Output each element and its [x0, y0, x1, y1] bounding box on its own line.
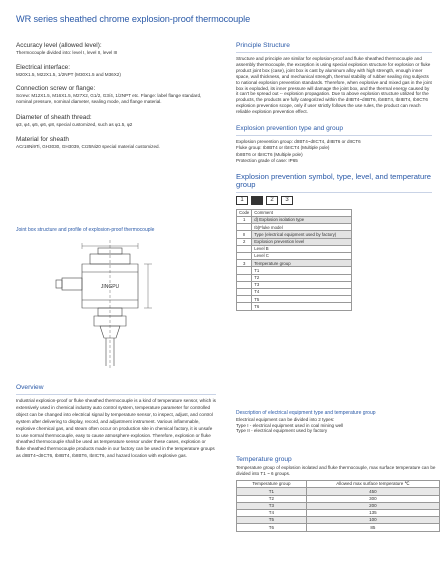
diameter-heading: Diameter of sheath thread: — [16, 114, 92, 122]
table-row — [237, 303, 352, 310]
table-row — [237, 296, 352, 303]
table-row — [237, 217, 352, 224]
row-code — [237, 245, 252, 252]
row-code — [237, 303, 252, 310]
table-row — [237, 524, 440, 531]
accuracy-text: Thermocouple divided into: level I, level II, level III — [16, 50, 118, 55]
table-row — [237, 224, 352, 231]
symbol-divider — [236, 192, 432, 193]
accuracy-section — [16, 42, 212, 56]
material-section — [16, 136, 212, 150]
prevention-divider — [236, 135, 432, 136]
temp-cell: 450 — [306, 488, 439, 495]
row-code: 1 — [237, 217, 252, 224]
temp-cell: 85 — [306, 524, 439, 531]
row-code — [237, 274, 252, 281]
description-section — [236, 410, 432, 434]
symbol-box: 2 — [266, 196, 278, 205]
tempgroup-text: Temperature group of explosion isolated and fluke thermocouple, max surface temperature can be divided into T1 ~ 6 groups. — [236, 465, 436, 476]
tempgroup-section — [236, 456, 442, 532]
diagram-caption-wrap — [16, 227, 212, 234]
connection-section — [16, 85, 212, 104]
table-row — [237, 495, 440, 502]
diameter-section — [16, 114, 212, 128]
symbol-section — [236, 173, 432, 311]
row-code — [237, 253, 252, 260]
electrical-text: M20X1.5, M22X1.5, 1/2NPT (M30X1.5 and M36X2) — [16, 71, 121, 77]
group-cell: T6 — [237, 524, 307, 531]
row-comment: Level B — [252, 245, 352, 252]
electrical-heading: Electrical interface: — [16, 63, 70, 71]
table-row — [237, 267, 352, 274]
row-comment: Level C — [252, 253, 352, 260]
principle-section — [236, 42, 432, 115]
group-cell: T3 — [237, 502, 307, 509]
principle-divider — [236, 52, 432, 53]
tempgroup-table — [236, 480, 440, 531]
row-comment: Explosion prevention level — [252, 238, 352, 245]
temp-cell: 100 — [306, 517, 439, 524]
row-comment: T4 — [252, 288, 352, 295]
row-comment: Temperature group — [252, 260, 352, 267]
row-comment: T1 — [252, 267, 352, 274]
symbol-boxes — [236, 196, 432, 205]
table-row — [237, 288, 352, 295]
electrical-section — [16, 64, 212, 78]
temp-cell: 135 — [306, 509, 439, 516]
thermocouple-drawing — [20, 238, 210, 370]
table-row — [237, 517, 440, 524]
overview-divider — [16, 394, 216, 395]
overview-text: Industrial explosion-proof or fluke sheathed thermocouple is a kind of temperature sensor, which is extensively used in chemical industry auto control system, temperature parameter for controlled object can be changed into electrical signal by temperature sensor, to inspect, adjust, and control system after delivering to display, record, and adjustment instrument. Various inflammable, explosive chemical gas, and steam often occur on production site in chemical factory, it is unsafe to use normal thermocouple, easy to cause atmosphere explosion. Therefore, explosion or fluke sheathed thermocouple shall be used as temperature sensor under these cases, explosion or fluke sheathed thermocouple products made in our factory can be used in the temperature groups as dIIBT4~dIICT6, IbIIBT4, IbIIBT6, IbIICT6, and hazard location with explosive gas. — [16, 398, 216, 459]
prevention-section — [236, 125, 432, 165]
row-code: 2 — [237, 238, 252, 245]
accuracy-heading: Accuracy level (allowed level): — [16, 42, 102, 49]
table-row — [237, 253, 352, 260]
right-column — [236, 42, 432, 311]
symbol-box: 1 — [236, 196, 248, 205]
row-code: II — [237, 231, 252, 238]
symbol-table — [236, 209, 352, 311]
table-row — [237, 502, 440, 509]
principle-heading: Principle Structure — [236, 42, 290, 49]
row-comment: Type (electrical equipment used by factory) — [252, 231, 352, 238]
material-heading: Material for sheath — [16, 135, 69, 143]
prevention-line: Protection grade of case: IP65 — [236, 158, 298, 164]
row-code — [237, 224, 252, 231]
row-code — [237, 288, 252, 295]
table-row — [237, 260, 352, 267]
overview-heading: Overview — [16, 384, 44, 391]
description-heading: Description of electrical equipment type and temperature group — [236, 410, 376, 416]
overview-section — [16, 384, 216, 460]
symbol-heading: Explosion prevention symbol, type, level, and temperature group — [236, 171, 432, 190]
connection-heading: Connection screw or flange: — [16, 85, 96, 93]
table-row — [237, 274, 352, 281]
row-code: 3 — [237, 260, 252, 267]
description-line: Electrical equipment can be divided into 2 types: — [236, 417, 335, 422]
table-header-row — [237, 209, 352, 216]
tempgroup-heading: Temperature group — [236, 456, 292, 463]
description-line: Type II - electrical equipment used by factory — [236, 428, 328, 434]
temp-cell: 300 — [306, 495, 439, 502]
table-row — [237, 488, 440, 495]
diagram-brand-label: JINGPU — [100, 284, 120, 290]
row-code — [237, 281, 252, 288]
row-comment: T3 — [252, 281, 352, 288]
tempgroup-col2: Allowed max surface temperature ℃ — [306, 481, 439, 488]
temp-cell: 200 — [306, 502, 439, 509]
description-line: Type I - electrical equipment used in coal mining well — [236, 422, 344, 428]
material-text: ACr18Ni9Ti, GH3030, GH3039, Cr25Ni20 special material customized. — [16, 143, 160, 149]
row-comment: T5 — [252, 296, 352, 303]
table-row — [237, 245, 352, 252]
table-row — [237, 238, 352, 245]
tempgroup-header-row — [237, 481, 440, 488]
group-cell: T5 — [237, 517, 307, 524]
symbol-box: 3 — [281, 196, 293, 205]
group-cell: T1 — [237, 488, 307, 495]
symbol-box-filled — [251, 196, 263, 205]
group-cell: T2 — [237, 495, 307, 502]
row-comment: T6 — [252, 303, 352, 310]
diameter-text: φ3, φ4, φ5, φ6, φ8, special customized, such as φ1.5, φ2 — [16, 122, 133, 128]
table-row — [237, 281, 352, 288]
prevention-line: Fluke group: IbIIBT4 or IbIICT4 (Multiple pole) — [236, 145, 330, 151]
page-title: WR series sheathed chrome explosion-proof thermocouple — [16, 14, 251, 24]
row-comment: d) Explosion isolation type — [252, 217, 352, 224]
table-header-code: Code — [237, 209, 252, 216]
table-row — [237, 509, 440, 516]
group-cell: T4 — [237, 509, 307, 516]
prevention-heading: Explosion prevention type and group — [236, 125, 344, 133]
left-column — [16, 42, 212, 158]
row-comment: T2 — [252, 274, 352, 281]
diagram-caption: Joint box structure and profile of explosion-proof thermocouple — [16, 227, 155, 233]
row-code — [237, 267, 252, 274]
connection-text: Screw: M12X1.5, M16X1.5, M27X2, G1/2, G3/4, 1/2NPT etc. Flange: label flange standard, nominal pressure, nominal diameter, sealing mode, and flange material. — [16, 93, 202, 104]
row-code — [237, 296, 252, 303]
row-comment: Ib)Fluke model — [252, 224, 352, 231]
prevention-line: IbIIBT6 or IbIICT6 (Multiple pole) — [236, 151, 303, 157]
table-row — [237, 231, 352, 238]
prevention-line: Explosion prevention group: dIIBT4~dIICT4, dIIBT6 or dIICT6 — [236, 139, 361, 145]
principle-text: Structure and principle are similar for explosion-proof and fluke sheathed thermocouple and assembly thermocouple, the exception is using special explosion structure for explosion or fluke product joint box (case), joint box is cast by aluminum alloy with high strength, enough inner space, wall thickness, and mechanical strength, thermal stability of rubber sealing ring subjects to national explosion prevention standards. Therefore, when explosive and mixed gas in the joint box is exploded, its inner pressure will damage the joint box, and the thermal energy caused by it can't be spread out -- explosion propagation. Due to above explosion structure utilized for the products, the products are fully categorized within the dIIBT4~dIIBT6, IbIIBT4, IbIIBT4, IbIICT6 explosion prevention scope, only if user strictly follows the use rules, the product can reach reliable explosion prevention effect. — [236, 56, 432, 115]
tempgroup-col1: Temperature group — [237, 481, 307, 488]
table-header-comment: Comment — [252, 209, 352, 216]
